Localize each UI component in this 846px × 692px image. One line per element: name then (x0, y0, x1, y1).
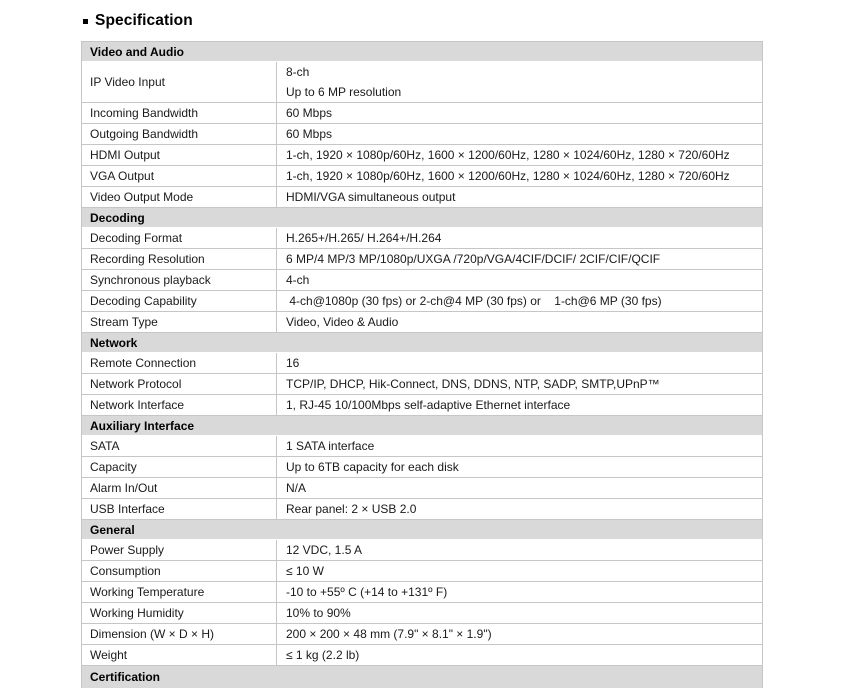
spec-value-line: 12 VDC, 1.5 A (286, 543, 363, 557)
spec-value (277, 312, 762, 332)
table-row (82, 645, 762, 666)
spec-value (277, 103, 762, 123)
spec-value-line: 200 × 200 × 48 mm (7.9" × 8.1" × 1.9") (286, 627, 492, 641)
spec-value-line: -10 to +55º C (+14 to +131º F) (286, 585, 448, 599)
spec-value-line: ≤ 10 W (286, 564, 324, 578)
spec-value-line: ≤ 1 kg (2.2 lb) (286, 648, 360, 662)
table-row (82, 291, 762, 312)
spec-label: IP Video Input (82, 62, 277, 102)
table-section (82, 333, 762, 416)
table-row (82, 624, 762, 645)
spec-label: Recording Resolution (82, 249, 277, 269)
spec-value-line: 1, RJ-45 10/100Mbps self-adaptive Ethernet interface (286, 398, 571, 412)
spec-value-line: Up to 6 MP resolution (286, 85, 402, 99)
spec-label: SATA (82, 436, 277, 456)
spec-label: Decoding Format (82, 228, 277, 248)
spec-value-line: 4-ch (286, 273, 310, 287)
table-row (82, 228, 762, 249)
spec-value (277, 124, 762, 144)
table-row (82, 249, 762, 270)
spec-label: Dimension (W × D × H) (82, 624, 277, 644)
table-row (82, 145, 762, 166)
table-row (82, 270, 762, 291)
table-row (82, 353, 762, 374)
section-header (82, 208, 762, 228)
specification-table (81, 41, 763, 688)
spec-label: USB Interface (82, 499, 277, 519)
spec-value (277, 457, 762, 477)
spec-label: Stream Type (82, 312, 277, 332)
spec-value-line: 1-ch, 1920 × 1080p/60Hz, 1600 × 1200/60Hz, 1280 × 1024/60Hz, 1280 × 720/60Hz (286, 148, 730, 162)
table-section (82, 520, 762, 666)
spec-value-line: 6 MP/4 MP/3 MP/1080p/UXGA /720p/VGA/4CIF/DCIF/ 2CIF/CIF/QCIF (286, 252, 661, 266)
spec-value (277, 353, 762, 373)
table-section (82, 208, 762, 333)
spec-value-line: 10% to 90% (286, 606, 351, 620)
section-header (82, 416, 762, 436)
table-row (82, 374, 762, 395)
spec-value (277, 478, 762, 498)
section-title: Auxiliary Interface (90, 418, 195, 433)
table-row (82, 187, 762, 208)
spec-label: Network Protocol (82, 374, 277, 394)
spec-value-line: HDMI/VGA simultaneous output (286, 190, 456, 204)
spec-label: Capacity (82, 457, 277, 477)
table-row (82, 540, 762, 561)
spec-value-line: H.265+/H.265/ H.264+/H.264 (286, 231, 442, 245)
spec-value (277, 187, 762, 207)
spec-value-line: 1 SATA interface (286, 439, 375, 453)
page-title (83, 12, 193, 30)
section-header (82, 666, 762, 688)
spec-value-line: 4-ch@1080p (30 fps) or 2-ch@4 MP (30 fps) or 1-ch@6 MP (30 fps) (286, 294, 662, 308)
table-section (82, 42, 762, 208)
spec-value (277, 436, 762, 456)
spec-value (277, 561, 762, 581)
spec-value (277, 582, 762, 602)
spec-value (277, 603, 762, 623)
spec-value (277, 624, 762, 644)
spec-label: Outgoing Bandwidth (82, 124, 277, 144)
table-row (82, 166, 762, 187)
table-section (82, 416, 762, 520)
section-header (82, 333, 762, 353)
spec-label: Network Interface (82, 395, 277, 415)
spec-value (277, 228, 762, 248)
table-row (82, 312, 762, 333)
spec-value (277, 374, 762, 394)
spec-value (277, 145, 762, 165)
section-title: Decoding (90, 210, 145, 225)
section-header (82, 42, 762, 62)
spec-value-line: TCP/IP, DHCP, Hik-Connect, DNS, DDNS, NTP, SADP, SMTP,UPnP™ (286, 377, 660, 391)
spec-value-line: 16 (286, 356, 300, 370)
table-row (82, 103, 762, 124)
spec-label: Alarm In/Out (82, 478, 277, 498)
spec-value (277, 291, 762, 311)
spec-value (277, 62, 762, 102)
spec-value-line: Up to 6TB capacity for each disk (286, 460, 459, 474)
section-title: Certification (90, 670, 161, 684)
spec-value (277, 270, 762, 290)
spec-label: Incoming Bandwidth (82, 103, 277, 123)
spec-value-line: 60 Mbps (286, 127, 333, 141)
spec-value (277, 249, 762, 269)
spec-value (277, 540, 762, 560)
spec-value (277, 645, 762, 665)
spec-label: VGA Output (82, 166, 277, 186)
table-row (82, 395, 762, 416)
spec-label: HDMI Output (82, 145, 277, 165)
spec-label: Weight (82, 645, 277, 665)
table-row (82, 582, 762, 603)
square-bullet-icon (83, 19, 88, 24)
section-header (82, 520, 762, 540)
section-title: Network (90, 335, 138, 350)
spec-label: Working Temperature (82, 582, 277, 602)
spec-value-line: N/A (286, 481, 307, 495)
section-title: Video and Audio (90, 44, 185, 59)
spec-label: Working Humidity (82, 603, 277, 623)
spec-label: Decoding Capability (82, 291, 277, 311)
page-title-text: Specification (95, 12, 193, 29)
table-row (82, 436, 762, 457)
spec-label: Consumption (82, 561, 277, 581)
spec-label: Remote Connection (82, 353, 277, 373)
table-row (82, 478, 762, 499)
spec-value (277, 499, 762, 519)
table-row (82, 561, 762, 582)
spec-label: Video Output Mode (82, 187, 277, 207)
spec-label: Power Supply (82, 540, 277, 560)
spec-value (277, 395, 762, 415)
section-title: General (90, 522, 135, 537)
table-row (82, 457, 762, 478)
table-row (82, 603, 762, 624)
table-row (82, 499, 762, 520)
table-row (82, 62, 762, 103)
spec-value-line: 8-ch (286, 65, 310, 79)
spec-value-line: 60 Mbps (286, 106, 333, 120)
spec-value-line: Rear panel: 2 × USB 2.0 (286, 502, 417, 516)
spec-value (277, 166, 762, 186)
spec-label: Synchronous playback (82, 270, 277, 290)
spec-value-line: 1-ch, 1920 × 1080p/60Hz, 1600 × 1200/60Hz, 1280 × 1024/60Hz, 1280 × 720/60Hz (286, 169, 730, 183)
spec-value-line: Video, Video & Audio (286, 315, 399, 329)
table-row (82, 124, 762, 145)
table-section (82, 666, 762, 688)
